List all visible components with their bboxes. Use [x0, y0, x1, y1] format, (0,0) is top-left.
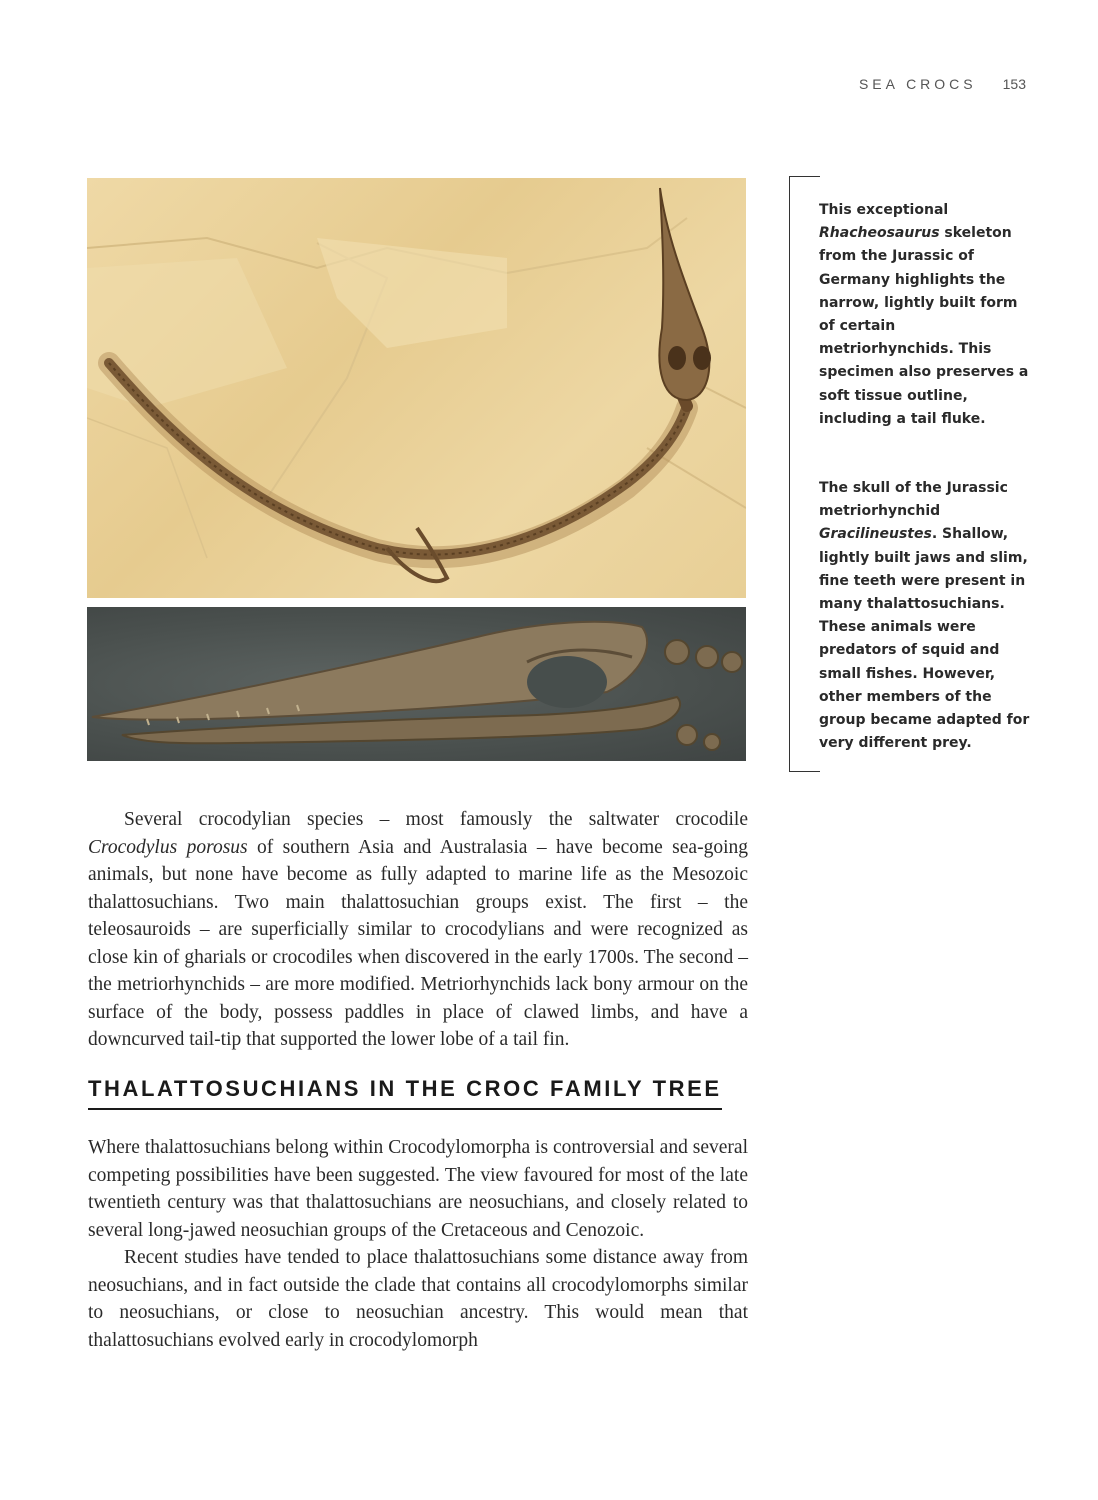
- caption-1-text: skeleton from the Jurassic of Germany highlights the narrow, lightly built form of certain metriorhynchids. This specimen also preserves a soft tissue outline, including a tail fluke.: [819, 225, 1029, 427]
- caption-skeleton: [819, 199, 1031, 431]
- caption-1-genus: Rhacheosaurus: [819, 225, 940, 242]
- body-paragraph-3: Recent studies have tended to place thalattosuchians some distance away from neosuchians, and in fact outside the clade that contains all crocodylomorphs similar to neosuchians, or close to neosuchian ancestry. This would mean that thalattosuchians evolved early in crocodylomorph: [88, 1247, 748, 1351]
- caption-2-lead: The skull of the Jurassic metriorhynchid: [819, 480, 1008, 520]
- section-heading: THALATTOSUCHIANS IN THE CROC FAMILY TREE: [88, 1076, 722, 1110]
- section-body: [88, 1134, 748, 1354]
- rhacheosaurus-skeleton-photo: [87, 178, 746, 598]
- caption-skull: [819, 477, 1031, 755]
- caption-box: [789, 176, 1030, 772]
- para-1-lead: Several crocodylian species – most famously the saltwater crocodile: [124, 809, 748, 830]
- running-title: SEA CROCS: [858, 76, 977, 92]
- caption-2-genus: Gracilineustes: [819, 526, 932, 543]
- body-paragraph-2: Where thalattosuchians belong within Crocodylomorpha is controversial and several competing possibilities have been suggested. The view favoured for most of the late twentieth century was that thalattosuchians are neosuchians, and closely related to several long-jawed neosuchian groups of the Cretaceous and Cenozoic.: [88, 1137, 748, 1241]
- caption-1-lead: This exceptional: [819, 202, 949, 218]
- page-number: 153: [1002, 76, 1026, 92]
- running-head: [859, 76, 1026, 92]
- gracilineustes-skull-photo: [87, 607, 746, 761]
- body-paragraph-1: [88, 806, 748, 1054]
- species-name: Crocodylus porosus: [88, 836, 248, 858]
- para-1-text: of southern Asia and Australasia – have become sea-going animals, but none have become as fully adapted to marine life as the Mesozoic thalattosuchians. Two main thalattosuchian groups exist. The first – the teleosauroids – are superficially similar to crocodylians and were recognized as close kin of gharials or crocodiles when discovered in the early 1700s. The second – the metriorhynchids – are more modified. Metriorhynchids lack bony armour on the surface of the body, possess paddles in place of clawed limbs, and have a downcurved tail-tip that supported the lower lobe of a tail fin.: [88, 836, 748, 1050]
- caption-2-text: . Shallow, lightly built jaws and slim, fine teeth were present in many thalattosuchians. These animals were predators of squid and small fishes. However, other members of the group became adapted for very different prey.: [819, 526, 1030, 752]
